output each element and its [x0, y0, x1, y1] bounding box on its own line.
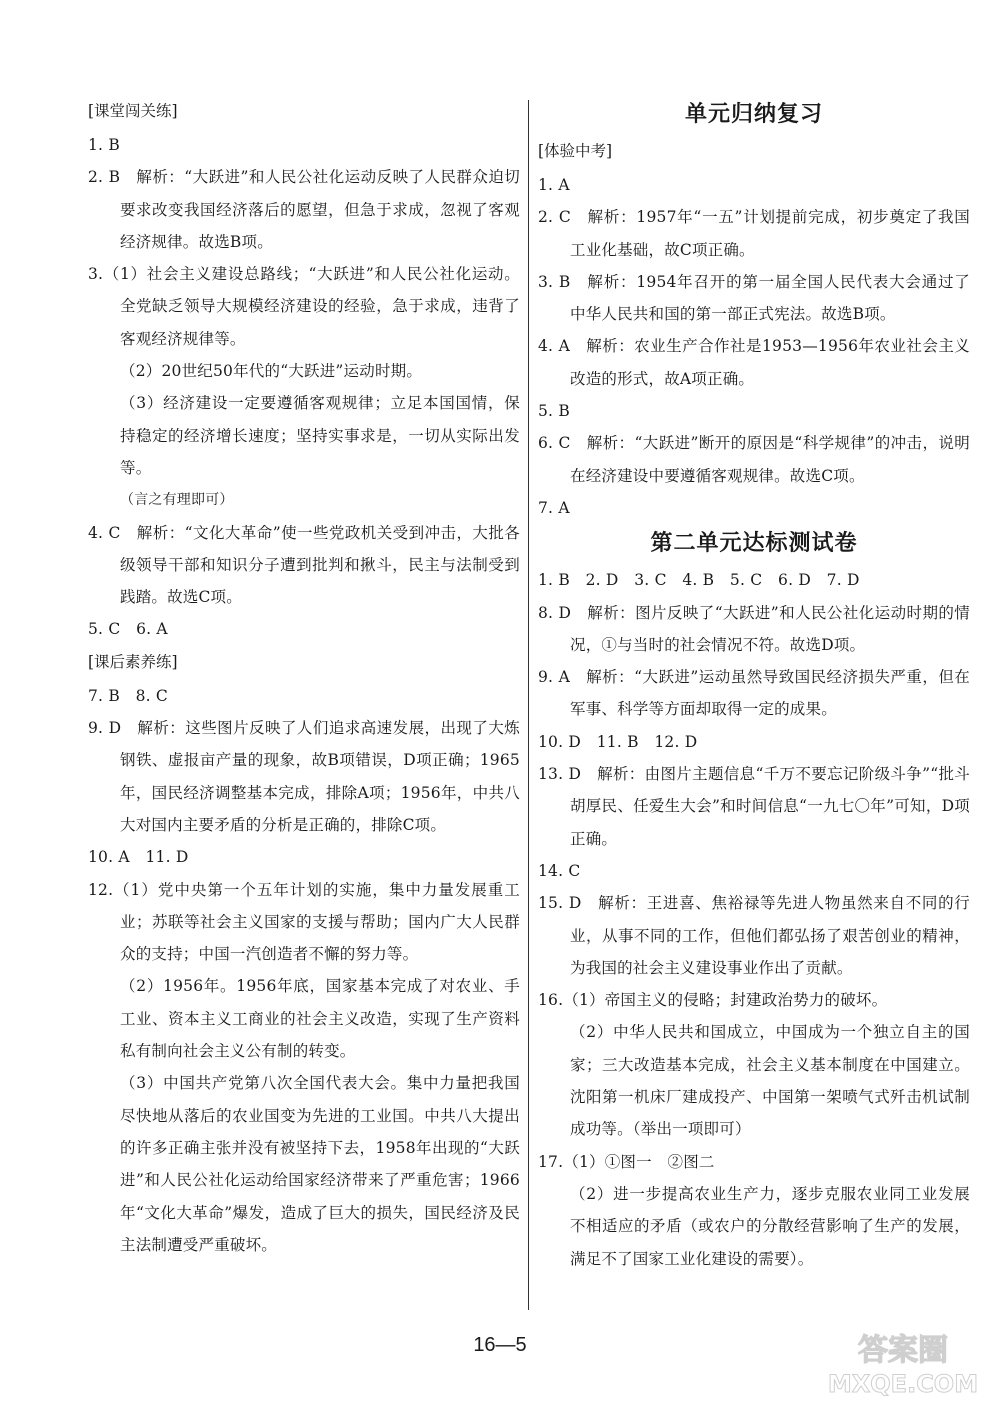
- test-answer-8: 8. D 解析：图片反映了“大跃进”和人民公社化运动时期的情况，①与当时的社会情况不符。故选D项。: [538, 603, 970, 654]
- watermark-text-top: 答案圈: [858, 1333, 948, 1368]
- test-answer-17-part2: （2）进一步提高农业生产力，逐步克服农业同工业发展不相适应的矛盾（或农户的分散经营影响了生产的发展，满足不了国家工业化建设的需要）。: [570, 1184, 970, 1268]
- answer-10-11: 10. A 11. D: [88, 848, 189, 867]
- section-label-class-practice: [课堂闯关练]: [88, 102, 178, 120]
- answer-1: 1. B: [88, 136, 120, 154]
- right-column: [538, 95, 970, 1275]
- test-answers-10-12: 10. D 11. B 12. D: [538, 732, 698, 751]
- review-answer-3: 3. B 解析：1954年召开的第一届全国人民代表大会通过了中华人民共和国的第一部正式宪法。故选B项。: [538, 272, 970, 324]
- review-answer-4: 4. A 解析：农业生产合作社是1953—1956年农业社会主义改造的形式，故A项正确。: [538, 337, 970, 388]
- test-answers-1-7: 1. B 2. D 3. C 4. B 5. C 6. D 7. D: [538, 571, 860, 590]
- answer-7-8: 7. B 8. C: [88, 686, 168, 705]
- page-number: 16—5: [473, 1334, 527, 1356]
- test-answer-13: 13. D 解析：由图片主题信息“千万不要忘记阶级斗争”“批斗胡厚民、任爱生大会”和时间信息“一九七〇年”可知，D项正确。: [538, 765, 970, 848]
- review-answer-6: 6. C 解析：“大跃进”断开的原因是“科学规律”的冲击，说明在经济建设中要遵循客观规律。故选C项。: [538, 434, 970, 485]
- column-divider: [528, 100, 529, 1310]
- answer-3-note: （言之有理即可）: [120, 492, 234, 509]
- answer-5-6: 5. C 6. A: [88, 620, 168, 639]
- answer-3-part2: （2）20世纪50年代的“大跃进”运动时期。: [120, 362, 423, 381]
- answer-12-part3: （3）中国共产党第八次全国代表大会。集中力量把我国尽快地从落后的农业国变为先进的工业国。中共八大提出的许多正确主张并没有被坚持下去，1958年出现的“大跃进”和人民公社化运动给国家经济带来了严重危害；1966年“文化大革命”爆发，造成了巨大的损失，国民经济及民主法制遭受严重破坏。: [120, 1074, 520, 1254]
- section-label-exam-experience: [体验中考]: [538, 142, 613, 160]
- answer-12-part2: （2）1956年。1956年底，国家基本完成了对农业、手工业、资本主义工商业的社会主义改造，实现了生产资料私有制向社会主义公有制的转变。: [120, 977, 520, 1061]
- test-answer-15: 15. D 解析：王进喜、焦裕禄等先进人物虽然来自不同的行业，从事不同的工作，但他们都弘扬了艰苦创业的精神，为我国的社会主义建设事业作出了贡献。: [538, 894, 970, 977]
- test-answer-16-part2: （2）中华人民共和国成立，中国成为一个独立自主的国家；三大改造基本完成，社会主义基本制度在中国建立。沈阳第一机床厂建成投产、中国第一架喷气式歼击机试制成功等。（举出一项即可）: [570, 1023, 970, 1139]
- test-answer-17-part1: 17.（1）①图一 ②图二: [538, 1152, 715, 1171]
- answer-2: 2. B 解析：“大跃进”和人民公社化运动反映了人民群众迫切要求改变我国经济落后的愿望，但急于求成，忽视了客观经济规律。故选B项。: [88, 168, 520, 251]
- watermark-text-bottom: MXQE.COM: [827, 1370, 979, 1398]
- answer-12-part1: 12.（1）党中央第一个五年计划的实施，集中力量发展重工业；苏联等社会主义国家的支援与帮助；国内广大人民群众的支持；中国一汽创造者不懈的努力等。: [88, 880, 520, 964]
- answer-3-part3: （3）经济建设一定要遵循客观规律；立足本国国情，保持稳定的经济增长速度；坚持实事求是，一切从实际出发等。: [120, 394, 520, 477]
- test-answer-16-part1: 16.（1）帝国主义的侵略；封建政治势力的破坏。: [538, 991, 888, 1010]
- answer-9: 9. D 解析：这些图片反映了人们追求高速发展，出现了大炼钢铁、虚报亩产量的现象，故B项错误，D项正确；1965年，国民经济调整基本完成，排除A项；1956年，中共八大对国内主要矛盾的分析是正确的，排除C项。: [88, 719, 520, 834]
- review-answer-2: 2. C 解析：1957年“一五”计划提前完成，初步奠定了我国工业化基础，故C项正确。: [538, 208, 970, 259]
- watermark-logo: [818, 1320, 988, 1400]
- test-answer-14: 14. C: [538, 861, 581, 880]
- review-answer-5: 5. B: [538, 402, 570, 421]
- review-answer-7: 7. A: [538, 498, 570, 517]
- heading-unit-review: 单元归纳复习: [684, 102, 823, 127]
- answer-3-part1: 3.（1）社会主义建设总路线；“大跃进”和人民公社化运动。全党缺乏领导大规模经济建设的经验，急于求成，违背了客观经济规律等。: [88, 265, 520, 348]
- section-label-after-class: [课后素养练]: [88, 652, 178, 671]
- review-answer-1: 1. A: [538, 176, 570, 194]
- answer-4: 4. C 解析：“文化大革命”使一些党政机关受到冲击，大批各级领导干部和知识分子遭到批判和揪斗，民主与法制受到践踏。故选C项。: [88, 523, 520, 607]
- test-answer-9: 9. A 解析：“大跃进”运动虽然导致国民经济损失严重，但在军事、科学等方面却取得一定的成果。: [538, 668, 970, 719]
- heading-unit-test: 第二单元达标测试卷: [650, 531, 858, 557]
- left-column: [88, 95, 520, 1261]
